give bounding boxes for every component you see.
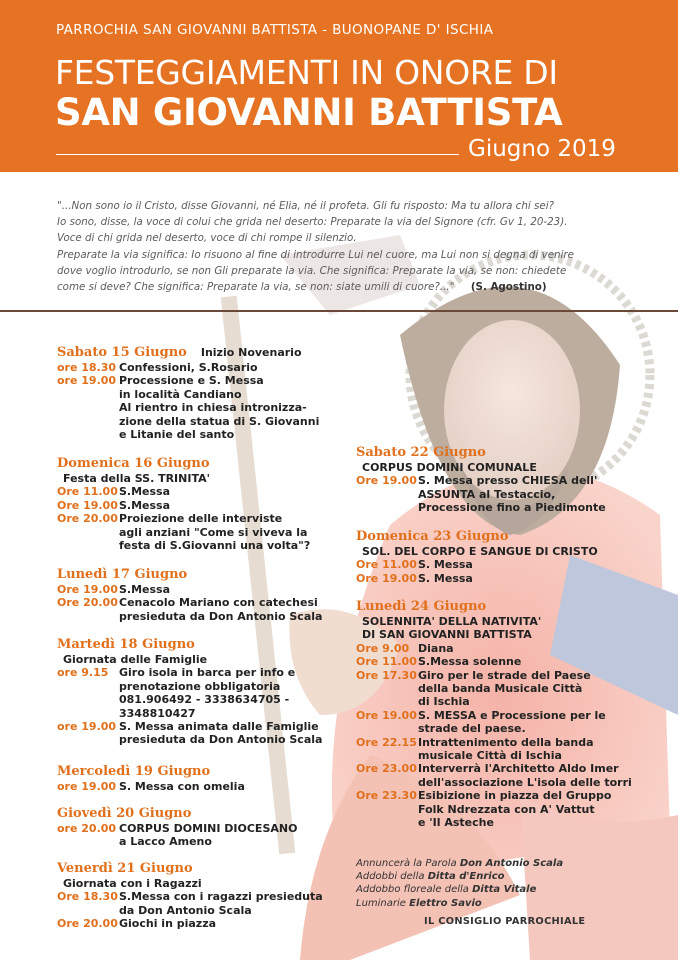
event-time: Ore 22.15: [356, 735, 417, 749]
quote-line: Io sono, disse, la voce di colui che grida nel deserto: Preparate la via del Signore (cfr. Gv 1, 20-23).: [57, 216, 568, 229]
event-description: S.Messa: [119, 583, 171, 596]
event-description: Diana: [418, 641, 454, 655]
schedule-row: [57, 822, 347, 849]
event-time: ore 19.00: [57, 780, 117, 793]
event-time: ore 20.00: [57, 822, 117, 835]
schedule-row: [57, 374, 347, 441]
event-description: S. Messa: [418, 571, 473, 585]
schedule-row: [57, 890, 347, 917]
day-block: [57, 861, 347, 931]
event-time: ore 9.15: [57, 666, 109, 680]
quote-line: Preparate la via significa: Io risuono al fine di introdurre Lui nel cuore, ma Lui non si degna di venire: [57, 248, 574, 261]
event-time: ore 19.00: [57, 374, 117, 388]
schedule-row: [356, 789, 656, 829]
event-date: Giugno 2019: [468, 136, 616, 162]
event-time: ore 19.00: [57, 720, 117, 734]
event-description: Proiezione delle interviste agli anziani "Come si viveva la festa di S.Giovanni una volta"?: [119, 512, 311, 553]
title-line-2: SAN GIOVANNI BATTISTA: [55, 91, 563, 134]
day-title: Domenica 23 Giugno: [356, 529, 509, 544]
schedule-row: [356, 669, 656, 709]
day-title: Domenica 16 Giugno: [57, 456, 210, 471]
parish-name: PARROCHIA SAN GIOVANNI BATTISTA - BUONOPANE D' ISCHIA: [56, 22, 494, 38]
event-time: Ore 11.00: [57, 485, 118, 499]
credit-line: Addobbo floreale della Ditta Vitale: [356, 884, 537, 896]
day-block: [57, 764, 347, 793]
quote-line: "...Non sono io il Cristo, disse Giovanni, né Elia, né il profeta. Gli fu risposto: Ma tu allora chi sei?: [57, 200, 555, 212]
scripture-quote: [57, 198, 602, 295]
event-description: S. Messa con omelia: [119, 780, 245, 793]
event-time: Ore 19.00: [356, 474, 417, 488]
event-description: CORPUS DOMINI DIOCESANO a Lacco Ameno: [119, 822, 298, 849]
event-description: Interverrà l'Architetto Aldo Imer dell'associazione L'isola delle torri: [418, 762, 632, 789]
schedule-row: [57, 485, 347, 498]
schedule-row: [57, 780, 347, 793]
event-time: Ore 23.00: [356, 762, 417, 776]
day-block: [57, 345, 347, 441]
schedule-row: [356, 474, 656, 514]
event-description: Giochi in piazza: [119, 917, 217, 931]
event-description: Giro per le strade del Paese della banda Musicale Città di Ischia: [418, 668, 591, 709]
schedule-row: [57, 666, 347, 720]
day-title: Sabato 15 Giugno Inizio Novenario: [57, 345, 302, 360]
credit-line: Addobbi della Ditta d'Enrico: [356, 871, 505, 883]
day-subtitle: SOL. DEL CORPO E SANGUE DI CRISTO: [362, 545, 598, 558]
schedule-row: [57, 596, 347, 623]
event-time: Ore 17.30: [356, 668, 417, 682]
event-time: Ore 9.00: [356, 641, 410, 655]
day-title: Mercoledì 19 Giugno: [57, 764, 211, 779]
event-time: Ore 19.00: [356, 708, 417, 722]
day-block: [356, 445, 656, 515]
event-description: S.Messa solenne: [418, 655, 522, 669]
schedule-row: [356, 655, 656, 668]
day-title: Lunedì 17 Giugno: [57, 567, 188, 582]
event-description: S.Messa con i ragazzi presieduta da Don Antonio Scala: [119, 890, 323, 917]
credit-line: Annuncerà la Parola Don Antonio Scala: [356, 858, 564, 869]
schedule-row: [356, 762, 656, 789]
quote-line: dove voglio introdurlo, se non Gli preparate la via. Che significa: Preparate la via, se non: chiedete: [57, 264, 567, 277]
day-note: Inizio Novenario: [200, 346, 302, 359]
event-description: Intrattenimento della banda musicale Città di Ischia: [418, 735, 594, 763]
day-subtitle: Festa della SS. TRINITA': [63, 472, 210, 485]
event-time: Ore 23.30: [356, 789, 417, 803]
day-subtitle: CORPUS DOMINI COMUNALE: [362, 461, 537, 474]
event-time: Ore 19.00: [356, 571, 417, 585]
day-subtitle: Giornata delle Famiglie: [63, 653, 208, 666]
event-time: Ore 19.00: [57, 498, 118, 512]
event-description: S. Messa: [418, 558, 473, 572]
event-time: Ore 20.00: [57, 917, 118, 931]
section-divider: [0, 310, 678, 312]
event-description: Giro isola in barca per info e prenotazione obbligatoria 081.906492 - 3338634705 - 3348810427: [119, 666, 296, 720]
event-time: Ore 19.00: [57, 583, 118, 596]
schedule-row: [57, 361, 347, 374]
schedule-row: [356, 572, 656, 585]
schedule-row: [57, 512, 347, 552]
day-block: [356, 529, 656, 585]
event-description: Cenacolo Mariano con catechesi presieduta da Don Antonio Scala: [119, 596, 323, 623]
schedule-row: [356, 736, 656, 763]
schedule-row: [356, 558, 656, 571]
day-block: [57, 637, 347, 747]
event-time: Ore 11.00: [356, 558, 417, 572]
schedule-row: [57, 499, 347, 512]
event-description: Confessioni, S.Rosario: [119, 361, 258, 374]
event-time: Ore 20.00: [57, 512, 118, 526]
schedule-row: [356, 642, 656, 655]
day-subtitle: Giornata con i Ragazzi: [63, 877, 202, 890]
schedule-row: [57, 583, 347, 596]
schedule-row: [356, 709, 656, 736]
quote-line: Voce di chi grida nel deserto, voce di chi rompe il silenzio.: [57, 232, 357, 245]
credits: [356, 857, 563, 910]
header-banner: [0, 0, 678, 172]
day-block: [57, 806, 347, 849]
day-subtitle: SOLENNITA' DELLA NATIVITA' DI SAN GIOVANNI BATTISTA: [362, 615, 542, 642]
title-line-1: FESTEGGIAMENTI IN ONORE DI: [55, 53, 558, 92]
day-title: Sabato 22 Giugno: [356, 445, 486, 460]
credit-line: Luminarie Elettro Savio: [356, 897, 482, 909]
event-time: Ore 18.30: [57, 890, 118, 904]
day-title: Giovedì 20 Giugno: [57, 806, 192, 821]
event-description: S. Messa presso CHIESA dell' ASSUNTA al Testaccio, Processione fino a Piedimonte: [418, 474, 606, 515]
event-description: S. Messa animata dalle Famiglie presieduta da Don Antonio Scala: [119, 720, 323, 747]
event-description: S. MESSA e Processione per le strade del paese.: [418, 708, 606, 736]
day-block: [356, 599, 656, 830]
parish-council: IL CONSIGLIO PARROCHIALE: [424, 916, 586, 927]
event-time: Ore 11.00: [356, 655, 417, 669]
title-divider: [56, 154, 459, 155]
day-block: [57, 456, 347, 552]
day-title: Martedì 18 Giugno: [57, 637, 195, 652]
schedule-row: [57, 720, 347, 747]
event-description: Esibizione in piazza del Gruppo Folk Ndrezzata con A' Vattut e 'Il Asteche: [418, 789, 612, 830]
event-description: S.Messa: [119, 498, 171, 512]
day-title: Lunedì 24 Giugno: [356, 599, 487, 614]
schedule-row: [57, 917, 347, 930]
event-time: ore 18.30: [57, 361, 117, 374]
event-description: Processione e S. Messa in località Candiano Al rientro in chiesa intronizza- zione della statua di S. Giovanni e Litanie del santo: [119, 374, 320, 442]
day-title: Venerdì 21 Giugno: [57, 861, 193, 876]
event-time: Ore 20.00: [57, 596, 118, 610]
event-description: S.Messa: [119, 485, 171, 499]
day-block: [57, 567, 347, 623]
quote-line: come si deve? Che significa: Preparate la via, se non: siate umili di cuore?..." (S. Agostino): [57, 281, 547, 294]
quote-author: (S. Agostino): [470, 281, 547, 294]
